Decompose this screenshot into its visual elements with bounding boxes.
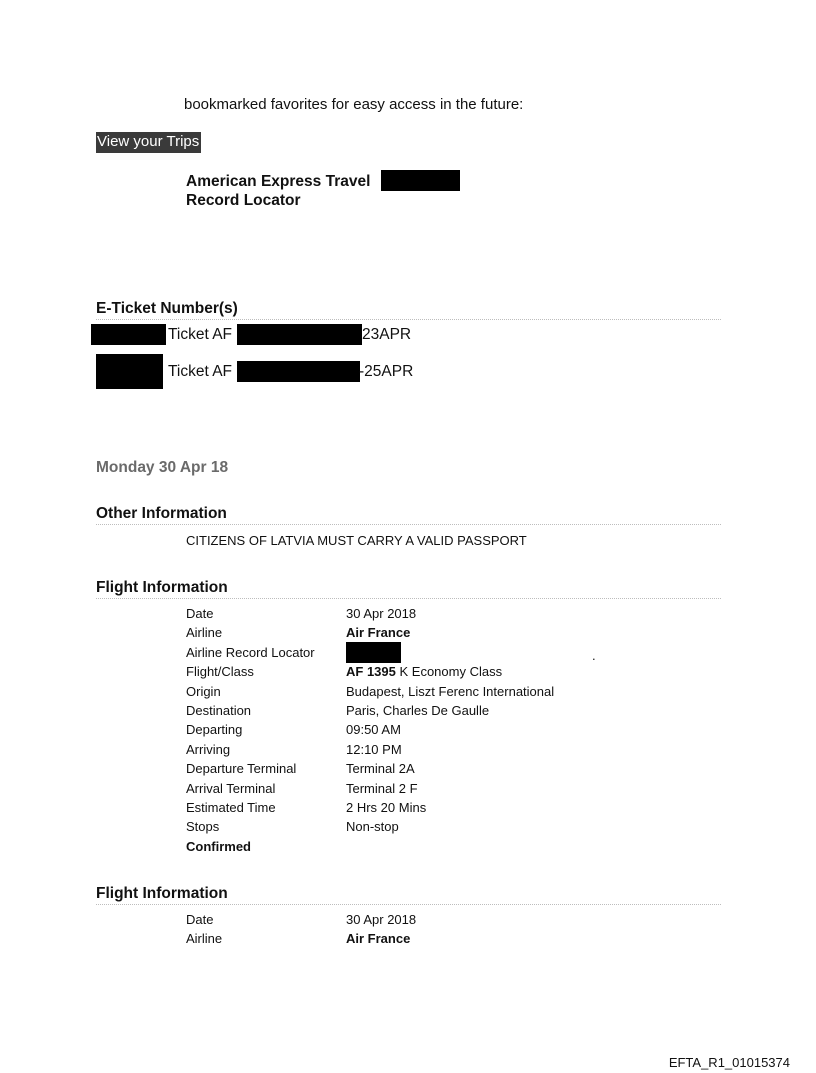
amex-line2: Record Locator (186, 192, 301, 209)
view-trips-link[interactable]: View your Trips (96, 132, 201, 153)
day-heading: Monday 30 Apr 18 (96, 459, 229, 476)
redaction-box (237, 324, 362, 345)
airline-value: Air France (346, 625, 411, 641)
booking-status: Confirmed (186, 838, 251, 854)
estimated-time-label: Estimated Time (186, 799, 276, 815)
passport-note: CITIZENS OF LATVIA MUST CARRY A VALID PASSPORT (186, 533, 527, 548)
departure-terminal-value: Terminal 2A (346, 761, 415, 777)
date-label: Date (186, 606, 214, 621)
airline-value: Air France (346, 931, 411, 947)
other-info-title: Other Information (96, 505, 721, 525)
date-value: 30 Apr 2018 (346, 606, 417, 621)
departure-terminal-label: Departure Terminal (186, 761, 297, 777)
redaction-box (91, 324, 166, 345)
origin-label: Origin (186, 683, 221, 699)
date-value: 30 Apr 2018 (346, 912, 417, 927)
departing-value: 09:50 AM (346, 722, 401, 738)
stops-value: Non-stop (346, 819, 399, 835)
flight-number: AF 1395 (346, 664, 396, 680)
arriving-label: Arriving (186, 741, 231, 757)
document-id: EFTA_R1_01015374 (668, 1055, 790, 1070)
destination-label: Destination (186, 702, 252, 718)
departing-label: Departing (186, 722, 243, 738)
flight-info-title: Flight Information (96, 885, 721, 905)
airline-label: Airline (186, 625, 223, 641)
date-label: Date (186, 912, 214, 927)
redaction-box (346, 642, 401, 663)
estimated-time-value: 2 Hrs 20 Mins (346, 799, 427, 815)
redaction-box (237, 361, 360, 382)
record-locator-label: Airline Record Locator (186, 644, 315, 660)
arrival-terminal-label: Arrival Terminal (186, 780, 276, 796)
amex-line1: American Express Travel (186, 173, 371, 190)
stops-label: Stops (186, 819, 220, 835)
flight-class-value (346, 662, 502, 681)
destination-value: Paris, Charles De Gaulle (346, 702, 490, 718)
redaction-box (96, 354, 163, 389)
flight-class-label: Flight/Class (186, 664, 254, 680)
class-value: K Economy Class (399, 664, 503, 680)
origin-value: Budapest, Liszt Ferenc International (346, 683, 555, 699)
ticket-prefix: Ticket AF (168, 326, 233, 343)
eticket-section-title: E-Ticket Number(s) (96, 300, 721, 320)
ticket-suffix: 23APR (362, 326, 412, 343)
airline-label: Airline (186, 931, 223, 947)
arriving-value: 12:10 PM (346, 741, 402, 757)
stray-dot: . (592, 648, 596, 663)
amex-record-locator-label (186, 172, 370, 210)
intro-text: bookmarked favorites for easy access in the future: (184, 96, 524, 113)
arrival-terminal-value: Terminal 2 F (346, 780, 418, 796)
redaction-box (381, 170, 460, 191)
flight-info-title: Flight Information (96, 579, 721, 599)
ticket-suffix: -25APR (359, 363, 414, 380)
ticket-prefix: Ticket AF (168, 363, 233, 380)
